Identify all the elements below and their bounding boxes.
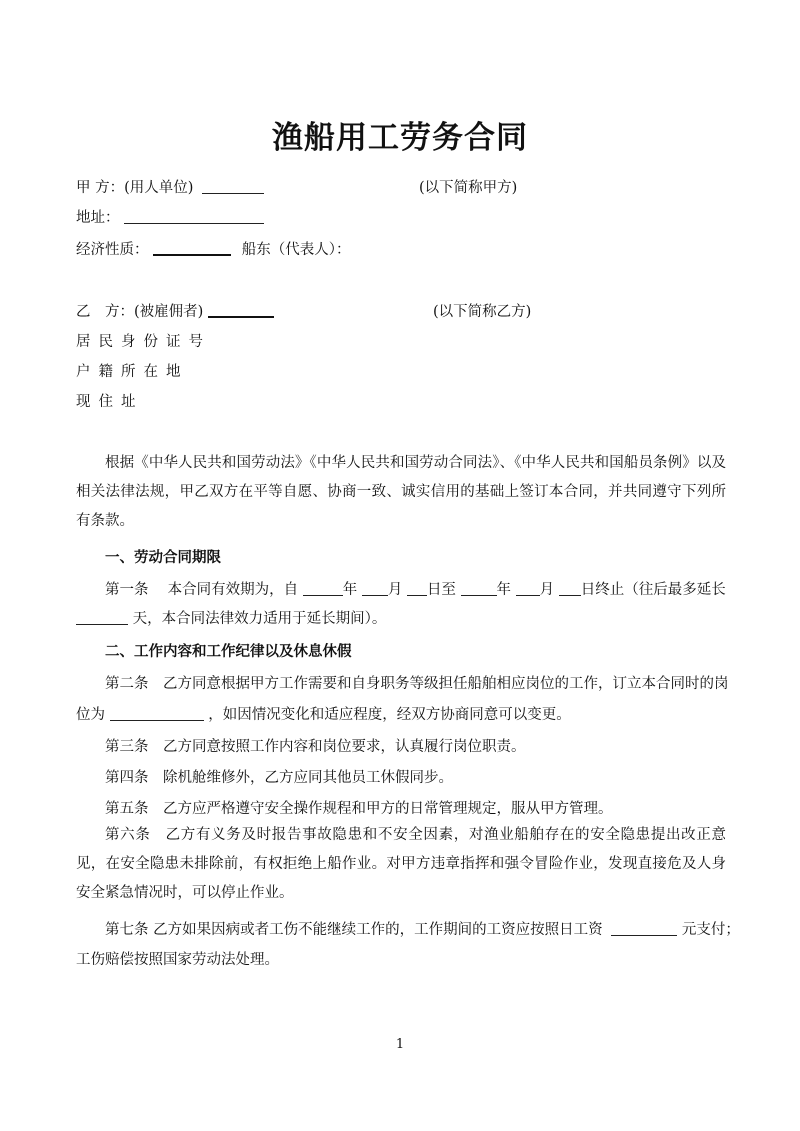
party-b-id-label: 居民身份证号 (76, 334, 211, 350)
article1-line2 (76, 607, 386, 628)
article2-line2 (76, 703, 571, 724)
article7-text-a: 第七条 乙方如果因病或者工伤不能继续工作的，工作期间的工资应按照日工资 (105, 922, 603, 938)
party-a-note: (以下简称甲方) (419, 180, 518, 196)
party-b-blank (208, 302, 274, 318)
section1-heading: 一、劳动合同期限 (105, 550, 221, 566)
end-year-label: 年 (496, 582, 512, 598)
article6: 第六条 乙方有义务及时报告事故隐患和不安全因素，对渔业船舶存在的安全隐患提出改正意见，在安全隐患未排除前，有权拒绝上船作业。对甲方违章指挥和强令冒险作业，发现直接危及人身安全紧急情况时，可以停止作业。 (76, 827, 726, 901)
end-year-blank (461, 581, 497, 596)
day-to-label: 日至 (426, 582, 456, 598)
position-blank (110, 706, 204, 721)
party-a-nature-blank (153, 240, 231, 256)
end-month-label: 月 (539, 582, 555, 598)
end-day-blank (559, 581, 581, 596)
page-number: 1 (395, 1037, 405, 1052)
end-month-blank (516, 581, 540, 596)
article7-text-b: 元支付； (681, 922, 740, 938)
article7-line1 (105, 918, 740, 939)
article5: 第五条 乙方应严格遵守安全操作规程和甲方的日常管理规定，服从甲方管理。 (105, 801, 613, 817)
page-title: 渔船用工劳务合同 (272, 120, 528, 156)
article2-text-c: ，如因情况变化和适应程度，经双方协商同意可以变更。 (208, 707, 571, 723)
start-day-blank (407, 581, 427, 596)
article3: 第三条 乙方同意按照工作内容和岗位要求，认真履行岗位职责。 (105, 739, 526, 755)
party-a-nature-line (76, 238, 350, 259)
extension-days-blank (76, 610, 128, 625)
article2-text-b: 位为 (76, 707, 105, 723)
party-a-address-blank (124, 209, 264, 224)
party-b-residence-label: 现住址 (76, 394, 144, 410)
start-year-blank (303, 581, 343, 596)
party-a-address-label: 地址： (76, 210, 120, 226)
party-b-note: (以下简称乙方) (433, 304, 532, 320)
preamble-paragraph: 根据《中华人民共和国劳动法》《中华人民共和国劳动合同法》、《中华人民共和国船员条例》以及相关法律法规，甲乙双方在平等自愿、协商一致、诚实信用的基础上签订本合同，并共同遵守下列所有条款。 (76, 455, 726, 529)
year-label: 年 (342, 582, 358, 598)
party-a-nature-label: 经济性质： (76, 242, 149, 258)
article1-text-b: 天，本合同法律效力适用于延长期间）。 (132, 611, 387, 627)
party-a-owner-label: 船东（代表人）： (241, 242, 351, 258)
party-a-address-line (76, 206, 264, 227)
section2-heading: 二、工作内容和工作纪律以及休息休假 (105, 644, 352, 660)
article4: 第四条 除机舱维修外，乙方应同其他员工休假同步。 (105, 770, 453, 786)
party-b-household-label: 户籍所在地 (76, 364, 189, 380)
article7-line2: 工伤赔偿按照国家劳动法处理。 (76, 952, 279, 968)
article2-line1: 第二条 乙方同意根据甲方工作需要和自身职务等级担任船舶相应岗位的工作，订立本合同时的岗 (105, 676, 729, 692)
party-a-blank (202, 179, 264, 194)
month-label: 月 (387, 582, 403, 598)
party-b-line (76, 300, 274, 321)
article1-text-a: 第一条 本合同有效期为，自 (105, 582, 299, 598)
party-b-label: 乙 方：(被雇佣者) (76, 304, 204, 320)
article1-line1 (105, 578, 726, 599)
day-end-label: 日终止（往后最多延长 (580, 582, 726, 598)
daily-wage-blank (611, 921, 677, 936)
party-a-label: 甲 方：(用人单位) (76, 180, 194, 196)
party-a-line (76, 176, 264, 197)
start-month-blank (362, 581, 388, 596)
